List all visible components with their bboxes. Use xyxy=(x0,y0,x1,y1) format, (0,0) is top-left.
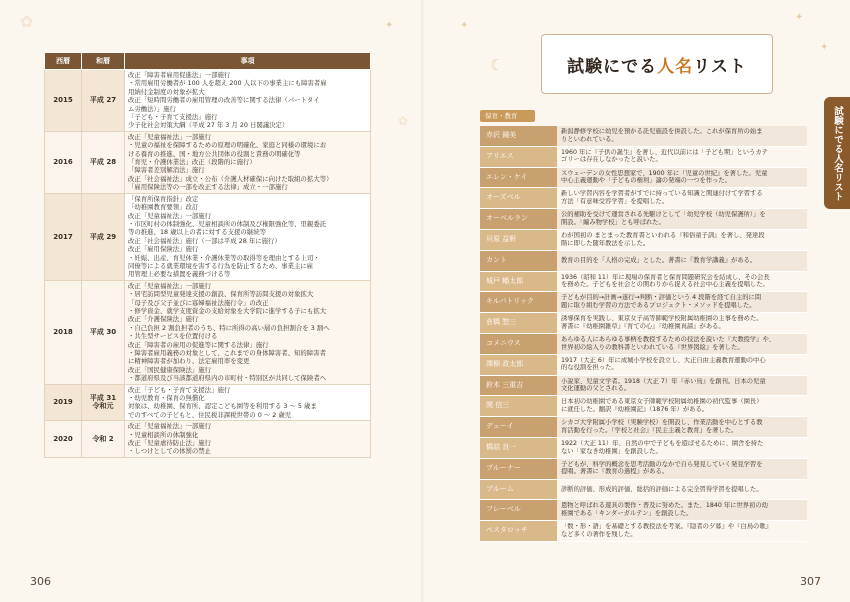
description-line: 階に即した随年教法を示した。 xyxy=(561,239,650,247)
era-cell xyxy=(82,131,125,193)
person-name: キルパトリック xyxy=(480,292,557,312)
person-name: オーズベル xyxy=(480,188,557,208)
era-text: 平成 31 xyxy=(89,394,117,403)
table-row xyxy=(45,384,371,421)
person-name: 関 信三 xyxy=(480,396,557,416)
header-era: 和暦 xyxy=(82,53,125,70)
person-name: オーベルラン xyxy=(480,209,557,229)
event-line: ・共生型サービスを位置付ける xyxy=(128,332,218,341)
event-line: ける養育の推進、国・地方公共団体の役割と責務の明確化等 xyxy=(128,149,301,158)
description-line: など多くの著作を残した。 xyxy=(561,530,637,538)
person-description xyxy=(557,147,807,167)
star-icon: ✦ xyxy=(795,12,804,23)
event-line: ・自己負担 2 割負担者のうち、特に所得の高い層の負担割合を 3 割へ xyxy=(128,323,330,332)
event-line: 用納付金制度の対象が拡大 xyxy=(128,87,205,96)
list-item xyxy=(480,459,807,480)
person-name: 赤沢 鍾美 xyxy=(480,126,557,146)
event-line: ・都道府県及び当該都道府県内の市町村・特別区が共同して保険者へ xyxy=(128,374,327,383)
event-line: 同僚等による就業環境を害する行為を防止するため、事業主に雇 xyxy=(128,261,314,270)
person-description xyxy=(557,438,807,458)
list-item xyxy=(480,355,807,376)
list-item xyxy=(480,188,807,209)
description-line: 公的補助を受けて運営される先駆けとして「幼児学校（幼児保護所）」を xyxy=(561,211,766,219)
event-line: ・市区町村の体制強化、児童相談所の体制及び権限強化等、里親委託 xyxy=(128,219,327,228)
event-line: ・しつけとしての体罰の禁止 xyxy=(128,447,212,456)
event-line: 改正「障害者の雇用の促進等に関する法律」施行 xyxy=(128,340,269,349)
description-line: ない「家なき幼稚園」を創設した。 xyxy=(561,447,662,455)
event-line: ・幼児教育・保育の無償化 xyxy=(128,394,205,403)
event-line: ・居宅訪問型児童発達支援の創設、保育所等訪問支援の対象拡大 xyxy=(128,290,314,299)
event-line: 等の推進、18 歳以上の者に対する支援の継続等 xyxy=(128,228,266,237)
list-item xyxy=(480,251,807,272)
description-line: 「数・形・語」を基礎とする教授法を考案。『隠者の夕暮』や『白鳥の歌』 xyxy=(561,523,772,531)
description-line: 題に取り組む学習の方法であるプロジェクト・メソッドを提唱した。 xyxy=(561,301,756,309)
event-line: 「障害者差別解消法」施行 xyxy=(128,166,205,175)
event-line: 「子ども・子育て支援法」施行 xyxy=(128,113,218,122)
event-line: ・修学資金、就学支度資金の支給対象を大学院に進学する子にも拡大 xyxy=(128,306,327,315)
event-line: 「育児・介護休業法」改正（段階的に施行） xyxy=(128,158,256,167)
event-line: 改正「児童福祉法」一部施行 xyxy=(128,422,212,431)
list-item xyxy=(480,417,807,438)
person-description xyxy=(557,459,807,479)
era-text: 平成 27 xyxy=(89,96,117,105)
list-item xyxy=(480,147,807,168)
description-line: 子どもが、科学的概念を思考活動のなかで自ら発見していく発見学習を xyxy=(561,460,763,468)
person-name: エレン・ケイ xyxy=(480,168,557,188)
person-description xyxy=(557,188,807,208)
star-icon: ✦ xyxy=(460,20,469,31)
year-cell: 2020 xyxy=(45,421,82,458)
person-name: ペスタロッチ xyxy=(480,521,557,541)
page-number-left: 306 xyxy=(30,575,51,588)
person-description xyxy=(557,126,807,146)
event-line: 少子化社会対策大綱（平成 27 年 3 月 20 日閣議決定） xyxy=(128,121,289,130)
description-line: 子どもが目的→計画→遂行→判断・評価という 4 段階を経て自主的に問 xyxy=(561,294,762,302)
description-line: 1917（大正 6）年に成城小学校を設立し、大正自由主義教育運動の中心 xyxy=(561,356,766,364)
person-name: コメニウス xyxy=(480,334,557,354)
event-line: 対象は、幼稚園、保育所、認定こども園等を利用する 3 ～ 5 歳ま xyxy=(128,402,317,411)
event-line: 「雇用保険法等の一部を改正する法律」成立・一部施行 xyxy=(128,183,288,192)
description-line: に就任した。翻訳『幼稚園記』（1876 年）がある。 xyxy=(561,405,709,413)
event-line: 改正「児童福祉法」一部施行 xyxy=(128,211,212,220)
description-line: あらゆる人にあらゆる事柄を教授するための技法を説いた『大教授学』や、 xyxy=(561,335,775,343)
description-line: 著書に『幼稚園雑草』『育ての心』『幼稚園真諦』がある。 xyxy=(561,322,725,330)
list-item xyxy=(480,396,807,417)
events-cell xyxy=(125,131,371,193)
category-label: 保育・教育 xyxy=(480,110,535,122)
header-events: 事項 xyxy=(125,53,371,70)
year-cell: 2015 xyxy=(45,70,82,132)
person-name: フレーベル xyxy=(480,500,557,520)
table-row xyxy=(45,131,371,193)
list-item xyxy=(480,376,807,397)
events-cell xyxy=(125,193,371,280)
people-list xyxy=(480,126,807,542)
description-line: 1936（昭和 11）年に現場の保育者と保育問題研究会を結成し、その会長 xyxy=(561,273,770,281)
star-icon: ✦ xyxy=(820,42,829,53)
description-line: 世界初の絵入りの教科書といわれている『世界図絵』を著した。 xyxy=(561,343,744,351)
page-title: 試験にでる人名リスト xyxy=(567,56,747,77)
person-name: 澤柳 政太郎 xyxy=(480,355,557,375)
events-cell xyxy=(125,421,371,458)
description-line: 日本初の幼稚園である東京女子師範学校附属幼稚園の初代監事（園長） xyxy=(561,398,763,406)
person-name: ブルーナー xyxy=(480,459,557,479)
era-text: 平成 30 xyxy=(89,327,117,336)
description-line: を務めた。子どもを社会との関わりから捉える社会中心主義を提唱した。 xyxy=(561,281,769,289)
list-item xyxy=(480,500,807,521)
event-line: 用管理上必要な措置を義務づける等 xyxy=(128,270,231,279)
list-item xyxy=(480,272,807,293)
person-name: 鈴木 三重吉 xyxy=(480,376,557,396)
era-cell xyxy=(82,70,125,132)
title-box xyxy=(541,34,773,94)
era-cell xyxy=(82,421,125,458)
era-cell xyxy=(82,280,125,384)
event-line: 改正「社会福祉法」施行（一部は平成 28 年に施行） xyxy=(128,236,281,245)
person-name: デューイ xyxy=(480,417,557,437)
description-line: 中心主義運動や「子どもの権利」論の発端の一つを作った。 xyxy=(561,177,732,185)
description-line: 誘導保育を実践し、東京女子高等師範学校附属幼稚園の主事を務めた。 xyxy=(561,315,763,323)
list-item xyxy=(480,230,807,251)
person-description xyxy=(557,209,807,229)
year-cell: 2018 xyxy=(45,280,82,384)
era-text: 令和 2 xyxy=(92,434,114,443)
description-line: 1922（大正 11）年、自然の中で子どもを遊ばせるために、園舎を持た xyxy=(561,439,764,447)
description-line: スウェーデンの女性思想家で、1900 年に『児童の世紀』を著した。児童 xyxy=(561,169,768,177)
list-item xyxy=(480,292,807,313)
description-line: 診断的評価、形成的評価、総括的評価による完全習得学習を提唱した。 xyxy=(561,485,763,493)
person-description xyxy=(557,500,807,520)
description-line: 新潟静修学校に幼児を預かる託児施設を併設した。これが保育所の始ま xyxy=(561,128,763,135)
person-description xyxy=(557,334,807,354)
description-line: 小説家、児童文学者。1918（大正 7）年『赤い鳥』を創刊。日本の児童 xyxy=(561,377,766,385)
person-description xyxy=(557,230,807,250)
era-text: 平成 28 xyxy=(89,158,117,167)
event-line: 改正「児童虐待防止法」施行 xyxy=(128,439,212,448)
event-line: 「保育所保育指針」改定 xyxy=(128,194,199,203)
history-table xyxy=(44,52,371,458)
event-line: 改正「子ども・子育て支援法」施行 xyxy=(128,385,231,394)
person-name: 城戸 幡太郎 xyxy=(480,272,557,292)
list-item xyxy=(480,313,807,334)
table-row xyxy=(45,193,371,280)
list-item xyxy=(480,438,807,459)
description-line: 方法「有意味受容学習」を提唱した。 xyxy=(561,197,669,205)
event-line: 改正「介護保険法」施行 xyxy=(128,315,199,324)
event-line: 改正「児童福祉法」一部施行 xyxy=(128,132,212,141)
description-line: りといわれている。 xyxy=(561,135,618,143)
list-item xyxy=(480,126,807,147)
person-name: 倉橋 惣三 xyxy=(480,313,557,333)
person-name: 貝原 益軒 xyxy=(480,230,557,250)
person-name: カント xyxy=(480,251,557,271)
person-description xyxy=(557,168,807,188)
era-cell xyxy=(82,193,125,280)
list-item xyxy=(480,334,807,355)
events-cell xyxy=(125,384,371,421)
event-line: ・児童の福祉を保障するための原理の明確化、家庭と同様の環境にお xyxy=(128,141,327,150)
person-description xyxy=(557,521,807,541)
person-name: アリエス xyxy=(480,147,557,167)
person-description xyxy=(557,272,807,292)
person-description xyxy=(557,313,807,333)
person-description xyxy=(557,417,807,437)
list-item xyxy=(480,209,807,230)
event-line: 改正「社会福祉法」成立・公布（介護人材確保に向けた取組の拡大等） xyxy=(128,174,333,183)
star-icon: ✦ xyxy=(385,20,394,31)
era-cell xyxy=(82,384,125,421)
description-line: 恩物と呼ばれる遊具の製作・普及に努めた。また、1840 年に世界初の幼 xyxy=(561,502,768,510)
side-tab: 試験にでる人名リスト xyxy=(824,97,850,209)
event-line: 改正「短時間労働者の雇用管理の改善等に関する法律（パートタイ xyxy=(128,96,320,105)
header-year: 西暦 xyxy=(45,53,82,70)
description-line: 文化運動の父とされる。 xyxy=(561,385,631,393)
description-line: わが国初の まとまった教育書といわれる『和俗童子訓』を著し、発達段 xyxy=(561,231,765,239)
person-description xyxy=(557,355,807,375)
year-cell: 2016 xyxy=(45,131,82,193)
description-line: 育活動を行った。『学校と社会』『民主主義と教育』を著した。 xyxy=(561,426,738,434)
person-description xyxy=(557,292,807,312)
description-line: 1960 年に『子供の誕生』を著し、近代以前には「子ども期」というカテ xyxy=(561,148,768,156)
event-line: ム労働法）」施行 xyxy=(128,104,176,113)
person-name: 橋詰 良一 xyxy=(480,438,557,458)
person-description xyxy=(557,251,807,271)
event-line: 改正「障害者雇用促進法」一部施行 xyxy=(128,71,231,79)
event-line: 改正「児童福祉法」一部施行 xyxy=(128,281,212,290)
event-line: でのすべての子どもと、住民税非課税世帯の 0 ～ 2 歳児 xyxy=(128,410,292,419)
flower-icon: ✿ xyxy=(20,12,34,31)
event-line: 改正「雇用保険法」施行 xyxy=(128,245,199,254)
description-line: シカゴ大学附属小学校（実験学校）を開設し、作業活動を中心とする教 xyxy=(561,419,763,427)
table-row xyxy=(45,70,371,132)
event-line: ・障害者雇用義務の対象として、これまでの身体障害者、知的障害者 xyxy=(128,349,326,357)
event-line: ・児童相談所の体制強化 xyxy=(128,430,199,439)
events-cell xyxy=(125,280,371,384)
person-description xyxy=(557,480,807,500)
list-item xyxy=(480,521,807,542)
description-line: 的な役割を担った。 xyxy=(561,364,618,372)
event-line: に精神障害者が加わり、法定雇用率を変更 xyxy=(128,357,250,366)
event-line: ・常用雇用労働者が 100 人を超え 200 人以下の事業主にも障害者雇 xyxy=(128,79,327,88)
event-line: 改正「国民健康保険法」施行 xyxy=(128,365,212,374)
era-text: 平成 29 xyxy=(89,232,117,241)
event-line: 「幼稚園教育要領」改訂 xyxy=(128,203,199,212)
list-item xyxy=(480,480,807,501)
description-line: 教育の目的を「人格の完成」とした。著書に『教育学講義』がある。 xyxy=(561,256,757,264)
description-line: 提唱。著書に『教育の過程』がある。 xyxy=(561,468,669,476)
flower-icon: ✿ xyxy=(398,114,409,128)
table-row xyxy=(45,280,371,384)
era-text: 令和元 xyxy=(92,402,114,411)
year-cell: 2017 xyxy=(45,193,82,280)
description-line: 稚園である「キンダーガルテン」を創設した。 xyxy=(561,509,693,517)
person-description xyxy=(557,376,807,396)
table-row xyxy=(45,421,371,458)
person-name: ブルーム xyxy=(480,480,557,500)
description-line: 開設。「編み物学校」とも呼ばれた。 xyxy=(561,218,665,226)
description-line: ゴリーは存在しなかったと説いた。 xyxy=(561,156,662,164)
event-line: ・妊娠、出産、育児休業・介護休業等の取得等を理由とする上司・ xyxy=(128,253,320,262)
page-number-right: 307 xyxy=(800,575,821,588)
list-item xyxy=(480,168,807,189)
event-line: 「母子及び父子並びに寡婦福祉法施行令」の改正 xyxy=(128,298,269,307)
person-description xyxy=(557,396,807,416)
description-line: 新しい学習内容を学習者がすでに持っている知識と関連付けて学習する xyxy=(561,190,763,198)
year-cell: 2019 xyxy=(45,384,82,421)
moon-icon: ☾ xyxy=(490,56,504,74)
events-cell xyxy=(125,70,371,132)
